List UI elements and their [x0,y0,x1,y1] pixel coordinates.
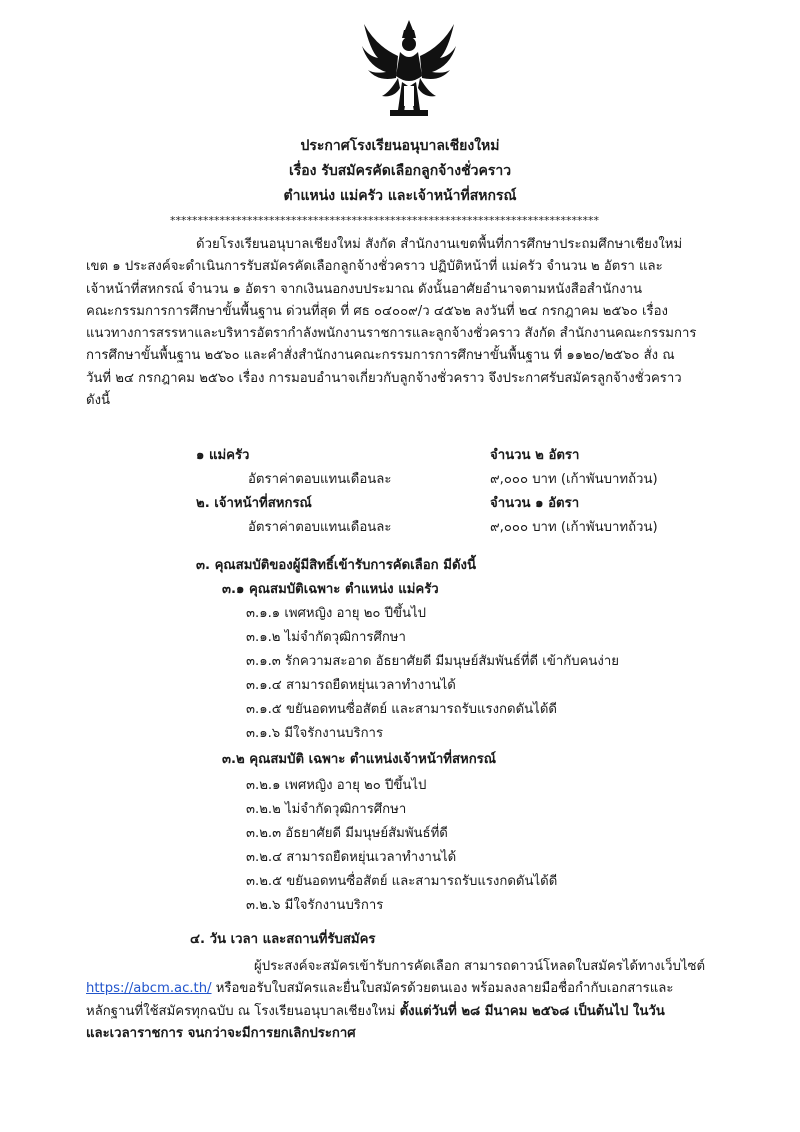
coop-qualification-item: ๓.๒.๓ อัธยาศัยดี มีมนุษย์สัมพันธ์ที่ดี [246,826,448,841]
cook-qualification-item: ๓.๑.๒ ไม่จำกัดวุฒิการศึกษา [246,630,406,645]
coop-qualification-item: ๓.๒.๔ สามารถยืดหยุ่นเวลาทำงานได้ [246,850,457,865]
apply-hours: และเวลาราชการ จนกว่าจะมีการยกเลิกประกาศ [86,1025,356,1041]
intro-line: ด้วยโรงเรียนอนุบาลเชียงใหม่ สังกัด สำนักงานเขตพื้นที่การศึกษาประถมศึกษาเชียงใหม่ [196,237,683,252]
wage-value-cook: ๙,๐๐๐ บาท (เก้าพันบาทถ้วน) [490,472,658,487]
apply-line-rest: หรือขอรับใบสมัครและยื่นใบสมัครด้วยตนเอง พร้อมลงลายมือชื่อกำกับเอกสารและ [211,981,674,997]
garuda-emblem-icon [360,16,458,126]
position-title-coop: ๒. เจ้าหน้าที่สหกรณ์ [196,496,312,511]
position-line: ตำแหน่ง แม่ครัว และเจ้าหน้าที่สหกรณ์ [283,188,517,204]
application-website-link[interactable]: https://abcm.ac.th/ [86,981,212,997]
separator-line: ****************************************************************************** [170,214,599,227]
cook-qualification-item: ๓.๑.๖ มีใจรักงานบริการ [246,726,384,741]
announcement-title: ประกาศโรงเรียนอนุบาลเชียงใหม่ [300,138,500,154]
intro-paragraph [86,234,734,412]
cook-qualification-item: ๓.๑.๓ รักความสะอาด อัธยาศัยดี มีมนุษย์สัมพันธ์ที่ดี เข้ากับคนง่าย [246,654,619,669]
intro-line: การศึกษาขั้นพื้นฐาน ๒๕๖๐ และคำสั่งสำนักงานคณะกรรมการการศึกษาขั้นพื้นฐาน ที่ ๑๑๒๐/๒๕๖๐ สั่ง ณ [86,348,675,364]
cook-qualification-item: ๓.๑.๔ สามารถยืดหยุ่นเวลาทำงานได้ [246,678,456,693]
position-count-coop: จำนวน ๑ อัตรา [490,496,580,511]
qualifications-heading: ๓. คุณสมบัติของผู้มีสิทธิ์เข้ารับการคัดเลือก มีดังนี้ [196,558,476,573]
coop-qualification-item: ๓.๒.๖ มีใจรักงานบริการ [246,898,384,913]
intro-line: เขต ๑ ประสงค์จะดำเนินการรับสมัครคัดเลือกลูกจ้างชั่วคราว ปฏิบัติหน้าที่ แม่ครัว จำนวน ๒ อัตรา และ [86,259,663,275]
intro-line: แนวทางการสรรหาและบริหารอัตรากำลังพนักงานราชการและลูกจ้างชั่วคราว สังกัด สำนักงานคณะกรรมการ [86,326,697,342]
coop-qualification-item: ๓.๒.๑ เพศหญิง อายุ ๒๐ ปีขึ้นไป [246,778,427,793]
apply-heading: ๔. วัน เวลา และสถานที่รับสมัคร [190,932,376,947]
apply-start-date: ตั้งแต่วันที่ ๒๘ มีนาคม ๒๕๖๘ เป็นต้นไป ในวัน [399,1003,665,1019]
wage-label-coop: อัตราค่าตอบแทนเดือนละ [248,520,392,535]
cook-qualification-item: ๓.๑.๕ ขยันอดทนซื่อสัตย์ และสามารถรับแรงกดดันได้ดี [246,702,557,717]
apply-line: ผู้ประสงค์จะสมัครเข้ารับการคัดเลือก สามารถดาวน์โหลดใบสมัครได้ทางเว็บไซต์ [254,959,706,974]
subject-line: เรื่อง รับสมัครคัดเลือกลูกจ้างชั่วคราว [288,163,512,179]
coop-qualification-item: ๓.๒.๒ ไม่จำกัดวุฒิการศึกษา [246,802,407,817]
apply-location-text: หลักฐานที่ใช้สมัครทุกฉบับ ณ โรงเรียนอนุบาลเชียงใหม่ [86,1003,400,1019]
apply-line [86,1001,734,1023]
intro-line: วันที่ ๒๔ กรกฎาคม ๒๕๖๐ เรื่อง การมอบอำนาจเกี่ยวกับลูกจ้างชั่วคราว จึงประกาศรับสมัครลูกจ้างชั่วคราว [86,370,682,386]
coop-qualifications-heading: ๓.๒ คุณสมบัติ เฉพาะ ตำแหน่งเจ้าหน้าที่สหกรณ์ [222,752,497,767]
intro-line: คณะกรรมการการศึกษาขั้นพื้นฐาน ด่วนที่สุด ที่ ศธ ๐๔๐๐๙/ว ๔๕๖๒ ลงวันที่ ๒๔ กรกฎาคม ๒๕๖๐ เรื่อง [86,303,668,319]
cook-qualification-item: ๓.๑.๑ เพศหญิง อายุ ๒๐ ปีขึ้นไป [246,606,427,621]
position-count-cook: จำนวน ๒ อัตรา [490,448,580,463]
wage-label-cook: อัตราค่าตอบแทนเดือนละ [248,472,392,487]
wage-value-coop: ๙,๐๐๐ บาท (เก้าพันบาทถ้วน) [490,520,658,535]
position-title-cook: ๑ แม่ครัว [196,448,250,463]
intro-line: ดังนี้ [86,393,111,409]
cook-qualifications-heading: ๓.๑ คุณสมบัติเฉพาะ ตำแหน่ง แม่ครัว [222,582,439,597]
apply-line [86,978,734,1000]
apply-paragraph [86,956,734,1045]
coop-qualification-item: ๓.๒.๕ ขยันอดทนซื่อสัตย์ และสามารถรับแรงกดดันได้ดี [246,874,558,889]
intro-line: เจ้าหน้าที่สหกรณ์ จำนวน ๑ อัตรา จากเงินนอกงบประมาณ ดังนั้นอาศัยอำนาจตามหนังสือสำนักงาน [86,281,643,297]
